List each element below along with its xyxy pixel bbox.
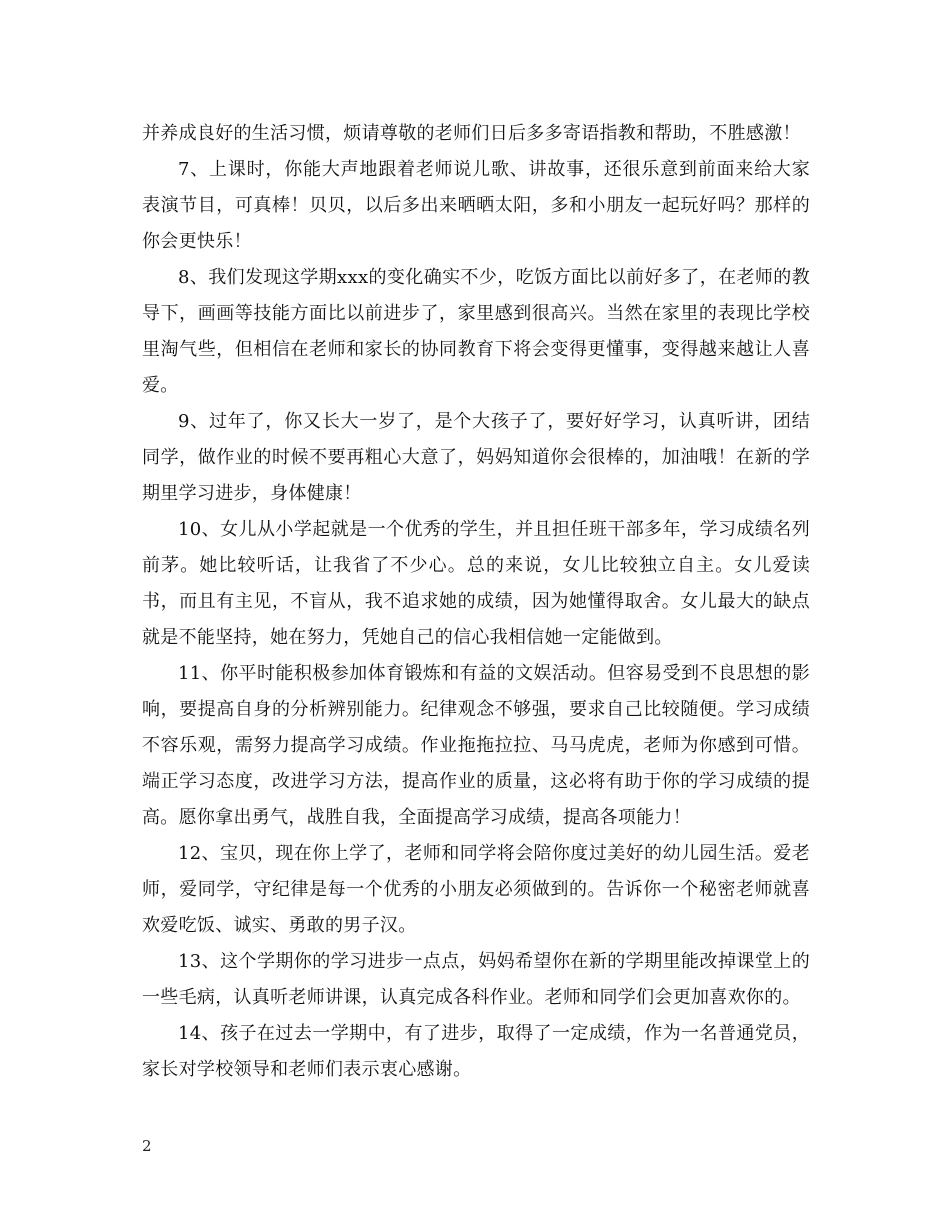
page-number: 2 — [142, 1137, 152, 1155]
paragraph-item-7: 7、上课时，你能大声地跟着老师说儿歌、讲故事，还很乐意到前面来给大家表演节目，可真棒！贝贝，以后多出来晒晒太阳，多和小朋友一起玩好吗？那样的你会更快乐！ — [142, 159, 810, 252]
paragraph-continuation: 并养成良好的生活习惯，烦请尊敬的老师们日后多多寄语指教和帮助，不胜感激！ — [142, 123, 801, 144]
paragraph-item-11: 11、你平时能积极参加体育锻炼和有益的文娱活动。但容易受到不良思想的影响，要提高自身的分析辨别能力。纪律观念不够强，要求自己比较随便。学习成绩不容乐观，需努力提高学习成绩。作业拖拖拉拉、马马虎虎，老师为你感到可惜。端正学习态度，改进学习方法，提高作业的质量，这必将有助于你的学习成绩的提高。愿你拿出勇气，战胜自我，全面提高学习成绩，提高各项能力！ — [142, 663, 810, 828]
paragraph-item-8: 8、我们发现这学期xxx的变化确实不少，吃饭方面比以前好多了，在老师的教导下，画画等技能方面比以前进步了，家里感到很高兴。当然在家里的表现比学校里淘气些，但相信在老师和家长的协同教育下将会变得更懂事，变得越来越让人喜爱。 — [142, 267, 810, 396]
paragraph-item-13: 13、这个学期你的学习进步一点点，妈妈希望你在新的学期里能改掉课堂上的一些毛病，认真听老师讲课，认真完成各科作业。老师和同学们会更加喜欢你的。 — [142, 951, 810, 1008]
paragraph-item-14: 14、孩子在过去一学期中，有了进步，取得了一定成绩，作为一名普通党员，家长对学校领导和老师们表示衷心感谢。 — [142, 1023, 810, 1080]
document-body — [142, 116, 810, 1088]
paragraph-item-12: 12、宝贝，现在你上学了，老师和同学将会陪你度过美好的幼儿园生活。爱老师，爱同学，守纪律是每一个优秀的小朋友必须做到的。告诉你一个秘密老师就喜欢爱吃饭、诚实、勇敢的男子汉。 — [142, 843, 810, 936]
paragraph-item-9: 9、过年了，你又长大一岁了，是个大孩子了，要好好学习，认真听讲，团结同学，做作业的时候不要再粗心大意了，妈妈知道你会很棒的，加油哦！在新的学期里学习进步，身体健康！ — [142, 411, 810, 504]
paragraph-item-10: 10、女儿从小学起就是一个优秀的学生，并且担任班干部多年，学习成绩名列前茅。她比较听话，让我省了不少心。总的来说，女儿比较独立自主。女儿爱读书，而且有主见，不盲从，我不追求她的成绩，因为她懂得取舍。女儿最大的缺点就是不能坚持，她在努力，凭她自己的信心我相信她一定能做到。 — [142, 519, 810, 648]
